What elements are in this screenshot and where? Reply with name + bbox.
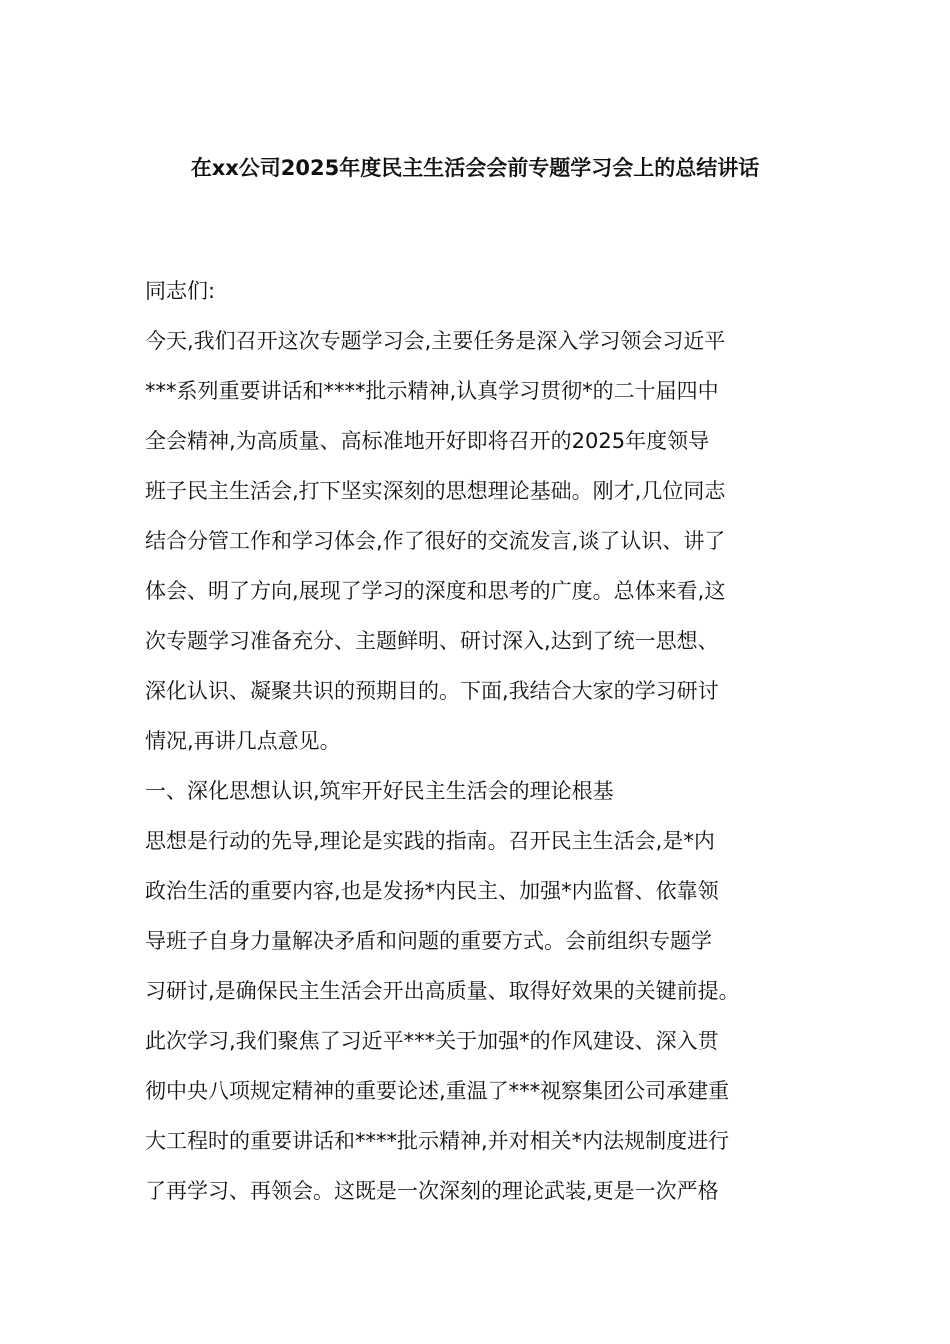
greeting-line: 同志们: xyxy=(145,279,216,303)
paragraph-line: 此次学习,我们聚焦了习近平***关于加强*的作风建设、深入贯 xyxy=(145,1029,719,1053)
paragraph-line: 情况,再讲几点意见。 xyxy=(145,729,341,753)
paragraph-line: 思想是行动的先导,理论是实践的指南。召开民主生活会,是*内 xyxy=(145,829,715,853)
paragraph-line: 大工程时的重要讲话和****批示精神,并对相关*内法规制度进行 xyxy=(145,1129,730,1153)
paragraph-line: ***系列重要讲话和****批示精神,认真学习贯彻*的二十届四中 xyxy=(145,379,719,403)
paragraph-line: 今天,我们召开这次专题学习会,主要任务是深入学习领会习近平 xyxy=(145,329,726,353)
section-heading: 一、深化思想认识,筑牢开好民主生活会的理论根基 xyxy=(145,779,614,803)
paragraph-line: 政治生活的重要内容,也是发扬*内民主、加强*内监督、依靠领 xyxy=(145,879,719,903)
paragraph-line: 全会精神,为高质量、高标准地开好即将召开的2025年度领导 xyxy=(145,429,710,453)
paragraph-line: 导班子自身力量解决矛盾和问题的重要方式。会前组织专题学 xyxy=(145,929,712,953)
document-title: 在xx公司2025年度民主生活会会前专题学习会上的总结讲话 xyxy=(190,156,760,180)
paragraph-line: 班子民主生活会,打下坚实深刻的思想理论基础。刚才,几位同志 xyxy=(145,479,726,503)
paragraph-line: 次专题学习准备充分、主题鲜明、研讨深入,达到了统一思想、 xyxy=(145,629,719,653)
paragraph-line: 深化认识、凝聚共识的预期目的。下面,我结合大家的学习研讨 xyxy=(145,679,719,703)
paragraph-line: 体会、明了方向,展现了学习的深度和思考的广度。总体来看,这 xyxy=(145,579,726,603)
paragraph-line: 习研讨,是确保民主生活会开出高质量、取得好效果的关键前提。 xyxy=(145,979,740,1003)
paragraph-line: 结合分管工作和学习体会,作了很好的交流发言,谈了认识、讲了 xyxy=(145,529,726,553)
paragraph-line: 了再学习、再领会。这既是一次深刻的理论武装,更是一次严格 xyxy=(145,1179,719,1203)
paragraph-line: 彻中央八项规定精神的重要论述,重温了***视察集团公司承建重 xyxy=(145,1079,730,1103)
document-body xyxy=(145,266,835,1216)
